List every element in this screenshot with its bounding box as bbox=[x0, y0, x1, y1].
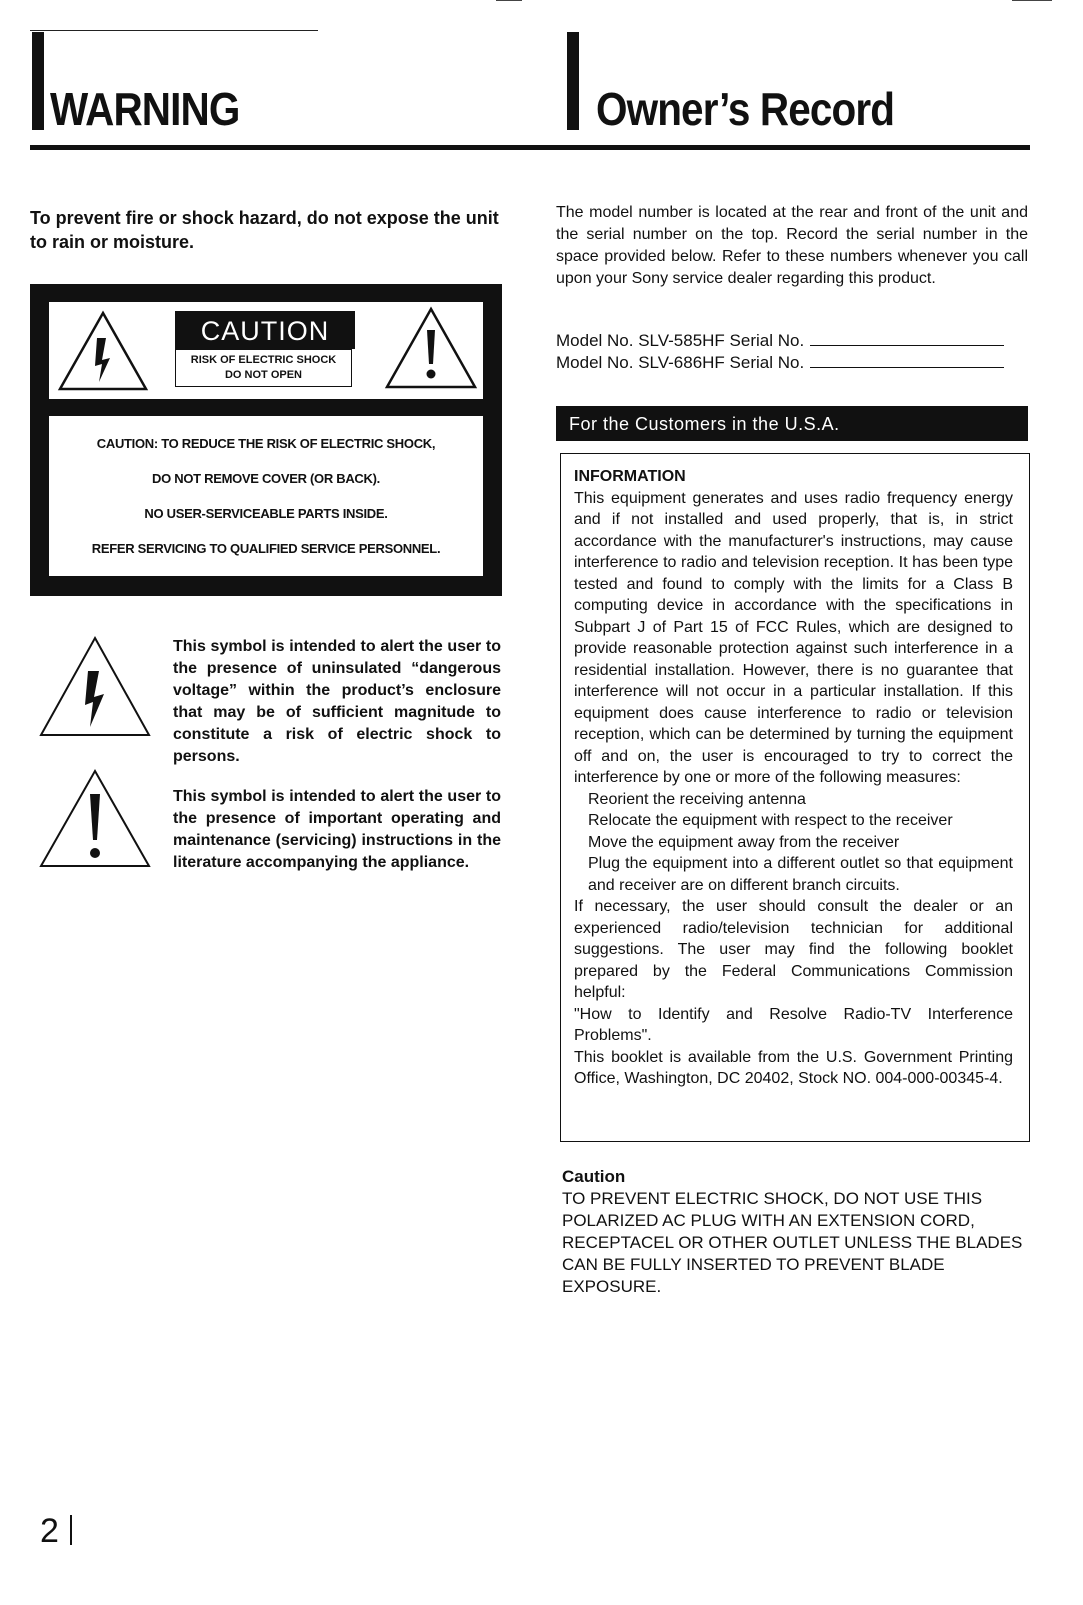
exclamation-warning-icon bbox=[38, 768, 152, 870]
plug-caution bbox=[562, 1166, 1032, 1298]
top-rule bbox=[30, 30, 318, 31]
usa-customers-band: For the Customers in the U.S.A. bbox=[556, 406, 1028, 441]
exclamation-warning-icon bbox=[384, 306, 478, 390]
information-after: If necessary, the user should consult the dealer or an experienced radio/television technician for additional suggestions. The user may find the following booklet prepared by the Federal Communications Commission helpful: bbox=[574, 898, 1013, 1001]
lightning-warning-icon bbox=[57, 310, 149, 392]
caution-line-2: DO NOT REMOVE COVER (OR BACK). bbox=[152, 471, 380, 486]
serial-blank bbox=[810, 345, 1004, 346]
measure-item: Relocate the equipment with respect to the receiver bbox=[588, 812, 953, 829]
heading-rule bbox=[30, 145, 1030, 150]
owners-record-intro: The model number is located at the rear and front of the unit and the serial number on the top. Record the serial number in the space provided below. Refer to these numbers whenever you call upon your Sony service dealer regarding this product. bbox=[556, 204, 1028, 287]
measure-item: Move the equipment away from the receiver bbox=[588, 833, 900, 851]
warning-intro: To prevent fire or shock hazard, do not expose the unit to rain or moisture. bbox=[30, 208, 499, 252]
measure-item: Plug the equipment into a different outlet so that equipment and receiver are on different branch circuits. bbox=[588, 855, 1013, 894]
owners-record-heading: Owner’s Record bbox=[596, 83, 895, 135]
crop-mark bbox=[1012, 0, 1052, 1]
heading-marker bbox=[32, 32, 44, 130]
symbol1-description: This symbol is intended to alert the user to the presence of uninsulated “dangerous voltage” within the product’s enclosure that may be of sufficient magnitude to constitute a risk of electric shock to persons. bbox=[173, 638, 501, 765]
heading-marker bbox=[567, 32, 579, 130]
booklet-availability: This booklet is available from the U.S. Government Printing Office, Washington, DC 20402, Stock NO. 004-000-00345-4. bbox=[574, 1048, 1013, 1087]
caution-subtitle: RISK OF ELECTRIC SHOCK DO NOT OPEN bbox=[175, 349, 352, 387]
information-body: This equipment generates and uses radio frequency energy and if not installed and used properly, that is, in strict accordance with the manufacturer's instructions, may cause interference to radio and television reception. It has been type tested and found to comply with the limits for a Class B computing device in accordance with the specifications in Subpart J of Part 15 of FCC Rules, which are designed to provide reasonable protection against such interference in a residential installation. However, there is no guarantee that interference will not occur in a particular installation. If this equipment does cause interference to radio or television reception, which can be determined by turning the equipment off and on, the user is encouraged to try to correct the interference by one or more of the following measures: bbox=[574, 489, 1013, 786]
page-number: 2 bbox=[40, 1512, 59, 1550]
warning-heading: WARNING bbox=[50, 83, 240, 135]
caution-line-3: NO USER-SERVICEABLE PARTS INSIDE. bbox=[144, 506, 388, 521]
caution-line-1: CAUTION: TO REDUCE THE RISK OF ELECTRIC SHOCK, bbox=[96, 436, 436, 451]
measure-item: Reorient the receiving antenna bbox=[588, 790, 806, 808]
model-line-1: Model No. SLV-585HF Serial No. bbox=[556, 330, 1004, 352]
crop-mark bbox=[496, 0, 522, 1]
information-content bbox=[574, 466, 1013, 1090]
page-number-bar bbox=[70, 1515, 72, 1545]
plug-caution-title: Caution bbox=[562, 1167, 626, 1186]
serial-blank bbox=[810, 367, 1004, 368]
information-title: INFORMATION bbox=[574, 468, 686, 485]
booklet-title: "How to Identify and Resolve Radio-TV Interference Problems". bbox=[574, 1005, 1013, 1044]
symbol2-description: This symbol is intended to alert the user to the presence of important operating and maintenance (servicing) instructions in the literature accompanying the appliance. bbox=[173, 788, 501, 871]
lightning-warning-icon bbox=[38, 635, 152, 739]
caution-line-4: REFER SERVICING TO QUALIFIED SERVICE PERSONNEL. bbox=[91, 541, 441, 556]
model-line-2: Model No. SLV-686HF Serial No. bbox=[556, 352, 1004, 374]
caution-title: CAUTION bbox=[175, 311, 355, 349]
plug-caution-text: TO PREVENT ELECTRIC SHOCK, DO NOT USE THIS POLARIZED AC PLUG WITH AN EXTENSION CORD, RECEPTACEL OR OTHER OUTLET UNLESS THE BLADES CAN BE FULLY INSERTED TO PREVENT BLADE EXPOSURE. bbox=[562, 1189, 1023, 1296]
